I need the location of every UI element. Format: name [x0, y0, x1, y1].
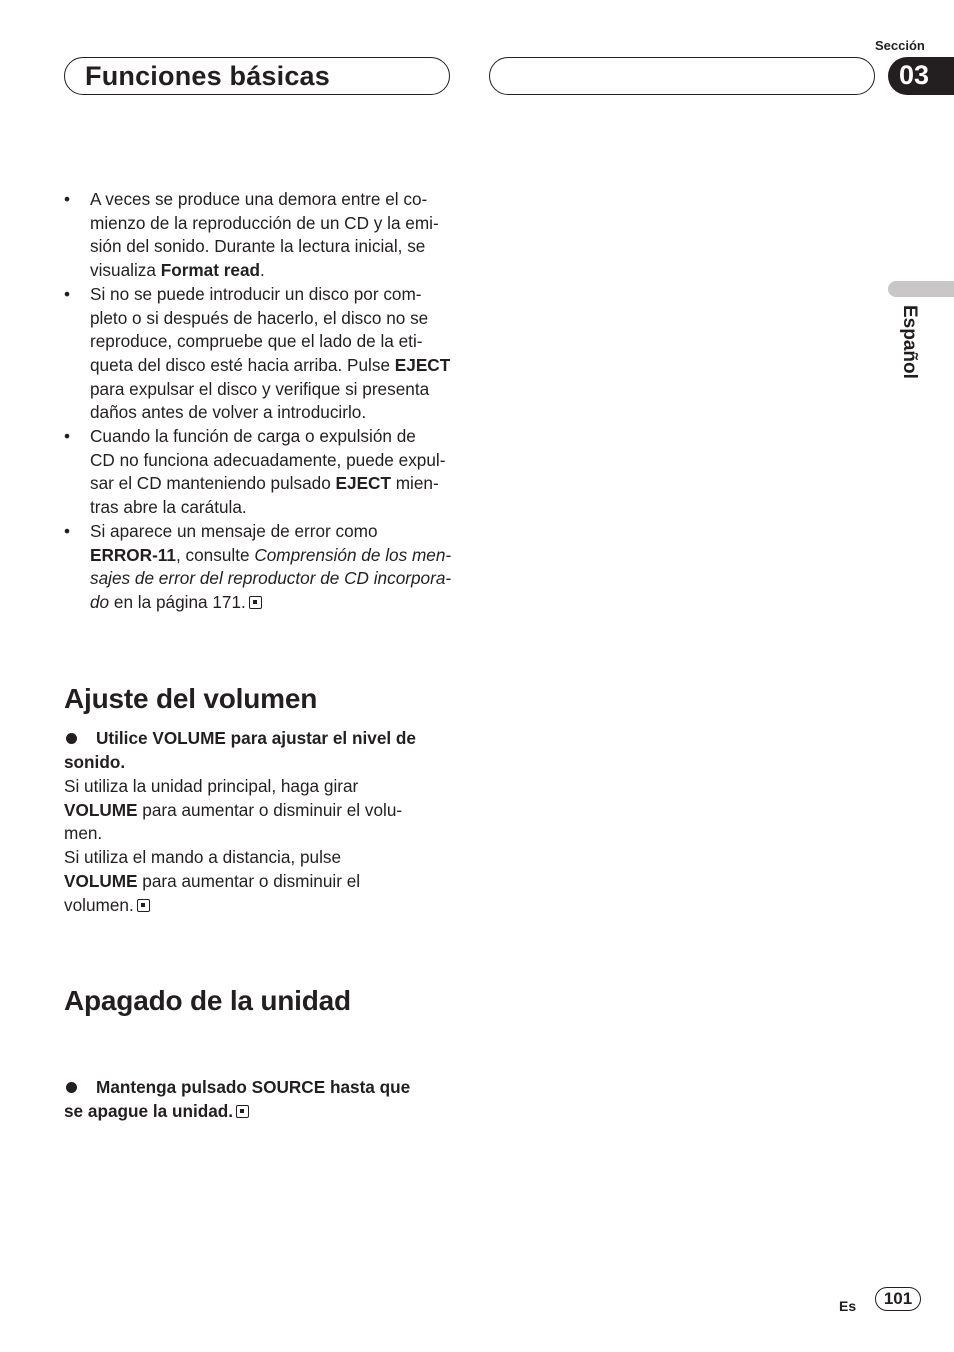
note-text: en la página 171.	[109, 591, 246, 612]
note-item	[64, 188, 456, 283]
page-number-box	[875, 1287, 921, 1311]
volume-para1-line1: Si utiliza la unidad principal, haga girar	[64, 776, 359, 796]
note-text: para expulsar el disco y verifique si presenta daños antes de volver a introducirlo.	[90, 378, 430, 423]
page-number: 101	[883, 1289, 913, 1308]
power-off-step	[64, 1076, 488, 1123]
notes-list	[64, 188, 456, 615]
volume-para2-text: para aumentar o disminuir el	[137, 870, 361, 891]
end-mark-icon	[137, 899, 150, 912]
language-tab-bar	[888, 281, 954, 297]
note-text: Si aparece un mensaje de error como	[90, 520, 378, 541]
step-bullet-icon	[66, 733, 77, 744]
power-off-heading: Apagado de la unidad	[64, 985, 351, 1016]
footer-language-code: Es	[839, 1298, 857, 1314]
note-cross-reference: Comprensión de los men- sajes de error del reproductor de CD incorpora- do	[90, 544, 452, 612]
volume-para1-line2	[64, 799, 456, 823]
note-text: .	[260, 260, 265, 281]
note-item	[64, 520, 456, 615]
section-number: 03	[899, 60, 930, 90]
section-number-tab	[888, 57, 954, 95]
volume-heading: Ajuste del volumen	[64, 683, 318, 714]
volume-step-line1: Utilice VOLUME para ajustar el nivel de	[96, 728, 416, 748]
note-bold-term: EJECT	[394, 354, 451, 375]
volume-keyword: VOLUME	[64, 799, 138, 820]
note-item	[64, 283, 456, 425]
power-off-step-line2	[64, 1100, 488, 1124]
note-text: , consulte	[175, 544, 255, 565]
note-text: mien- tras abre la carátula.	[90, 473, 439, 518]
note-bold-term: ERROR-11	[90, 544, 176, 565]
volume-para2-end: volumen.	[64, 894, 134, 915]
volume-para1-line3: men.	[64, 823, 103, 844]
note-item	[64, 425, 456, 520]
power-off-step-line2-text: se apague la unidad.	[64, 1101, 234, 1122]
end-mark-icon	[249, 596, 262, 609]
note-text: Cuando la función de carga o expulsión de CD no funciona adecuadamente, puede expul- sar el CD manteniendo pulsado	[90, 426, 446, 494]
note-bold-term: Format read	[160, 260, 261, 281]
note-text: A veces se produce una demora entre el co- mienzo de la reproducción de un CD y la emi- sión del sonido. Durante la lectura inicial, se visualiza	[90, 189, 439, 281]
power-off-step-line1: Mantenga pulsado SOURCE hasta que	[96, 1077, 411, 1098]
note-bold-term: EJECT	[335, 473, 391, 494]
volume-para2-line2	[64, 870, 456, 894]
language-tab	[890, 305, 930, 395]
language-label: Español	[899, 305, 920, 379]
note-text: Si no se puede introducir un disco por com- pleto o si después de hacerlo, el disco no se reproduce, compruebe que el lado de la eti- queta del disco esté hacia arriba. Pulse	[90, 283, 429, 375]
chapter-title-box	[64, 57, 450, 95]
step-bullet-icon	[66, 1082, 77, 1093]
end-mark-icon	[236, 1105, 249, 1118]
volume-keyword: VOLUME	[64, 870, 138, 891]
volume-para2-line3	[64, 894, 456, 918]
volume-step-line2: sonido.	[64, 751, 126, 772]
volume-para1-text: para aumentar o disminuir el volu-	[137, 799, 403, 820]
volume-step	[64, 727, 488, 774]
chapter-title: Funciones básicas	[85, 61, 330, 91]
section-label: Sección	[875, 38, 925, 53]
volume-instructions	[64, 775, 456, 917]
volume-para2-line1: Si utiliza el mando a distancia, pulse	[64, 847, 342, 868]
header-empty-box	[489, 57, 875, 95]
